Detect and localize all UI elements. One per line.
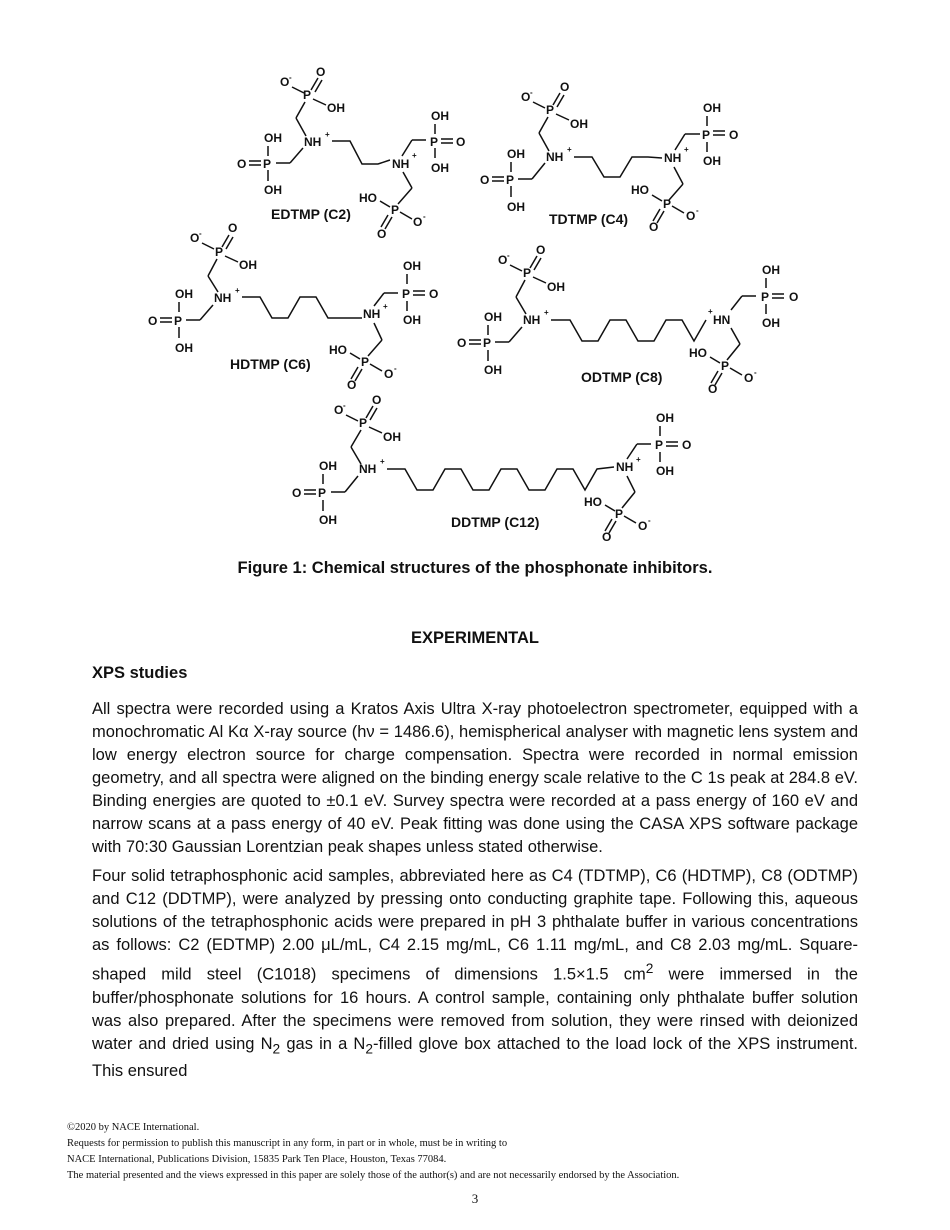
svg-text:+: + (412, 151, 417, 160)
svg-text:OH: OH (762, 263, 780, 277)
svg-text:O: O (413, 215, 423, 229)
svg-text:P: P (523, 266, 532, 280)
svg-text:OH: OH (327, 101, 345, 115)
svg-text:P: P (430, 135, 439, 149)
svg-text:O: O (190, 231, 200, 245)
footer-line-4: The material presented and the views expressed in this paper are solely those of the author(s) and are not necessarily endorsed by the Association. (67, 1170, 680, 1181)
compound-label-odtmp: ODTMP (C8) (581, 369, 663, 385)
svg-text:O: O (602, 530, 612, 544)
svg-text:OH: OH (507, 200, 525, 214)
svg-text:OH: OH (762, 316, 780, 330)
svg-text:OH: OH (656, 411, 674, 425)
svg-text:O: O (498, 253, 508, 267)
svg-text:P: P (721, 359, 730, 373)
svg-text:OH: OH (403, 259, 421, 273)
svg-text:OH: OH (507, 147, 525, 161)
svg-text:O: O (560, 80, 570, 94)
svg-text:OH: OH (484, 310, 502, 324)
footer-line-3: NACE International, Publications Division, 15835 Park Ten Place, Houston, Texas 77084. (67, 1154, 447, 1165)
subscript-2b: 2 (365, 1040, 374, 1056)
svg-text:-: - (696, 206, 699, 215)
svg-text:OH: OH (703, 101, 721, 115)
svg-text:HO: HO (689, 346, 707, 360)
svg-text:O: O (228, 221, 238, 235)
svg-text:P: P (615, 507, 624, 521)
svg-text:+: + (544, 308, 549, 317)
svg-text:HN: HN (713, 313, 731, 327)
svg-text:+: + (684, 145, 689, 154)
compound-label-edtmp: EDTMP (C2) (271, 206, 351, 222)
svg-text:OH: OH (319, 459, 337, 473)
svg-text:O: O (384, 367, 394, 381)
svg-text:P: P (483, 336, 492, 350)
svg-text:OH: OH (484, 363, 502, 377)
svg-text:P: P (546, 103, 555, 117)
svg-text:O: O (729, 128, 739, 142)
svg-text:HO: HO (359, 191, 377, 205)
svg-text:O: O (536, 243, 546, 257)
svg-text:-: - (754, 368, 757, 377)
svg-text:P: P (263, 157, 272, 171)
svg-text:O: O (456, 135, 466, 149)
svg-text:P: P (361, 355, 370, 369)
svg-text:-: - (530, 88, 533, 97)
structure-odtmp (457, 243, 798, 396)
svg-text:O: O (744, 371, 754, 385)
svg-text:O: O (521, 90, 531, 104)
svg-text:O: O (708, 382, 718, 396)
svg-text:+: + (383, 302, 388, 311)
svg-text:NH: NH (616, 460, 634, 474)
svg-text:P: P (359, 416, 368, 430)
svg-text:P: P (702, 128, 711, 142)
svg-text:O: O (480, 173, 490, 187)
svg-text:O: O (237, 157, 247, 171)
svg-text:OH: OH (319, 513, 337, 527)
svg-text:P: P (391, 203, 400, 217)
svg-text:HO: HO (329, 343, 347, 357)
compound-label-tdtmp: TDTMP (C4) (549, 211, 629, 227)
svg-text:OH: OH (431, 109, 449, 123)
svg-text:+: + (708, 307, 713, 316)
svg-text:+: + (567, 145, 572, 154)
svg-text:O: O (789, 290, 799, 304)
svg-text:OH: OH (570, 117, 588, 131)
svg-text:-: - (507, 251, 510, 260)
svg-text:OH: OH (656, 464, 674, 478)
svg-text:O: O (686, 209, 696, 223)
svg-text:NH: NH (214, 291, 232, 305)
svg-text:P: P (761, 290, 770, 304)
structure-tdtmp (480, 80, 738, 234)
svg-text:O: O (429, 287, 439, 301)
svg-text:-: - (648, 516, 651, 525)
svg-text:+: + (380, 457, 385, 466)
svg-text:-: - (199, 229, 202, 238)
svg-text:O: O (334, 403, 344, 417)
svg-text:P: P (215, 245, 224, 259)
svg-text:P: P (663, 197, 672, 211)
footer-line-1: ©2020 by NACE International. (67, 1122, 200, 1133)
svg-text:O: O (649, 220, 659, 234)
structure-ddtmp (292, 393, 691, 544)
svg-text:OH: OH (431, 161, 449, 175)
svg-text:O: O (316, 65, 326, 79)
svg-text:P: P (174, 314, 183, 328)
svg-text:-: - (289, 73, 292, 82)
structure-hdtmp (148, 221, 438, 392)
subscript-2a: 2 (272, 1040, 281, 1056)
svg-text:O: O (372, 393, 382, 407)
svg-text:O: O (148, 314, 158, 328)
svg-text:OH: OH (264, 183, 282, 197)
svg-text:O: O (682, 438, 692, 452)
svg-text:P: P (655, 438, 664, 452)
paragraph-1: All spectra were recorded using a Kratos Axis Ultra X-ray photoelectron spectrometer, equipped with a monochromatic Al Kα X-ray source (hν = 1486.6), hemispherical analyser with magnetic lens system and low energy electron source for charge compensation. Spectra were recorded in normal emission geometry, and all spectra were aligned on the binding energy scale relative to the C 1s peak at 284.8 eV. Binding energies are quoted to ±0.1 eV. Survey spectra were recorded at a pass energy of 160 eV and narrow scans at a pass energy of 40 eV. Peak fitting was done using the CASA XPS software package with 70:30 Gaussian Lorentzian peak shapes unless stated otherwise. (92, 700, 858, 856)
svg-text:HO: HO (631, 183, 649, 197)
svg-text:+: + (636, 455, 641, 464)
svg-text:-: - (394, 364, 397, 373)
compound-label-hdtmp: HDTMP (C6) (230, 356, 311, 372)
copyright-footer (67, 1120, 679, 1184)
svg-text:OH: OH (175, 341, 193, 355)
svg-text:HO: HO (584, 495, 602, 509)
svg-text:OH: OH (175, 287, 193, 301)
svg-text:+: + (325, 130, 330, 139)
svg-text:O: O (377, 227, 387, 241)
svg-text:NH: NH (523, 313, 541, 327)
svg-text:O: O (638, 519, 648, 533)
svg-text:O: O (292, 486, 302, 500)
svg-text:P: P (318, 486, 327, 500)
paragraph-2-part4: -filled glove box attached to the load lock of the XPS instrument. This ensured (92, 1034, 859, 1080)
superscript-2: 2 (645, 961, 654, 976)
svg-text:NH: NH (392, 157, 410, 171)
svg-text:-: - (343, 401, 346, 410)
subsection-heading: XPS studies (92, 664, 188, 682)
svg-text:NH: NH (664, 151, 682, 165)
svg-text:NH: NH (359, 462, 377, 476)
section-heading: EXPERIMENTAL (410, 629, 540, 647)
svg-text:NH: NH (363, 307, 381, 321)
figure-caption: Figure 1: Chemical structures of the phosphonate inhibitors. (237, 559, 713, 577)
svg-text:OH: OH (383, 430, 401, 444)
paragraph-2 (92, 865, 858, 1083)
svg-text:P: P (303, 88, 312, 102)
svg-text:+: + (235, 286, 240, 295)
svg-text:O: O (457, 336, 467, 350)
paragraph-2-part3: gas in a N (280, 1034, 366, 1053)
svg-text:-: - (423, 212, 426, 221)
svg-text:P: P (506, 173, 515, 187)
svg-text:O: O (280, 75, 290, 89)
compound-label-ddtmp: DDTMP (C12) (451, 514, 540, 530)
svg-text:P: P (402, 287, 411, 301)
page-number: 3 (471, 1191, 479, 1206)
svg-text:OH: OH (547, 280, 565, 294)
chemical-structures-figure (0, 0, 950, 560)
svg-text:OH: OH (239, 258, 257, 272)
structure-edtmp (237, 65, 465, 241)
paragraph-2-part1: Four solid tetraphosphonic acid samples, abbreviated here as C4 (TDTMP), C6 (HDTMP), C8 (ODTMP) and C12 (DDTMP), were analyzed by pressing onto conducting graphite tape. Following this, aqueous solutions of the tetraphosphonic acids were prepared in pH 3 phthalate buffer in various concentrations as follows: C2 (EDTMP) 2.00 μL/mL, C4 2.15 mg/mL, C6 1.11 mg/mL, and C8 2.03 mg/mL. Square-shaped mild steel (C1018) specimens of dimensions 1.5×1.5 cm (92, 867, 858, 984)
svg-text:OH: OH (703, 154, 721, 168)
svg-text:O: O (347, 378, 357, 392)
svg-text:NH: NH (304, 135, 322, 149)
paragraph-2-part2: were immersed in the buffer/phosphonate solutions for 16 hours. A control sample, containing only phthalate buffer solution was also prepared. After the specimens were removed from solution, they were rinsed with deionized water and dried using N (92, 965, 858, 1053)
svg-text:OH: OH (403, 313, 421, 327)
svg-text:OH: OH (264, 131, 282, 145)
svg-text:NH: NH (546, 150, 564, 164)
footer-line-2: Requests for permission to publish this manuscript in any form, in part or in whole, must be in writing to (67, 1138, 508, 1149)
